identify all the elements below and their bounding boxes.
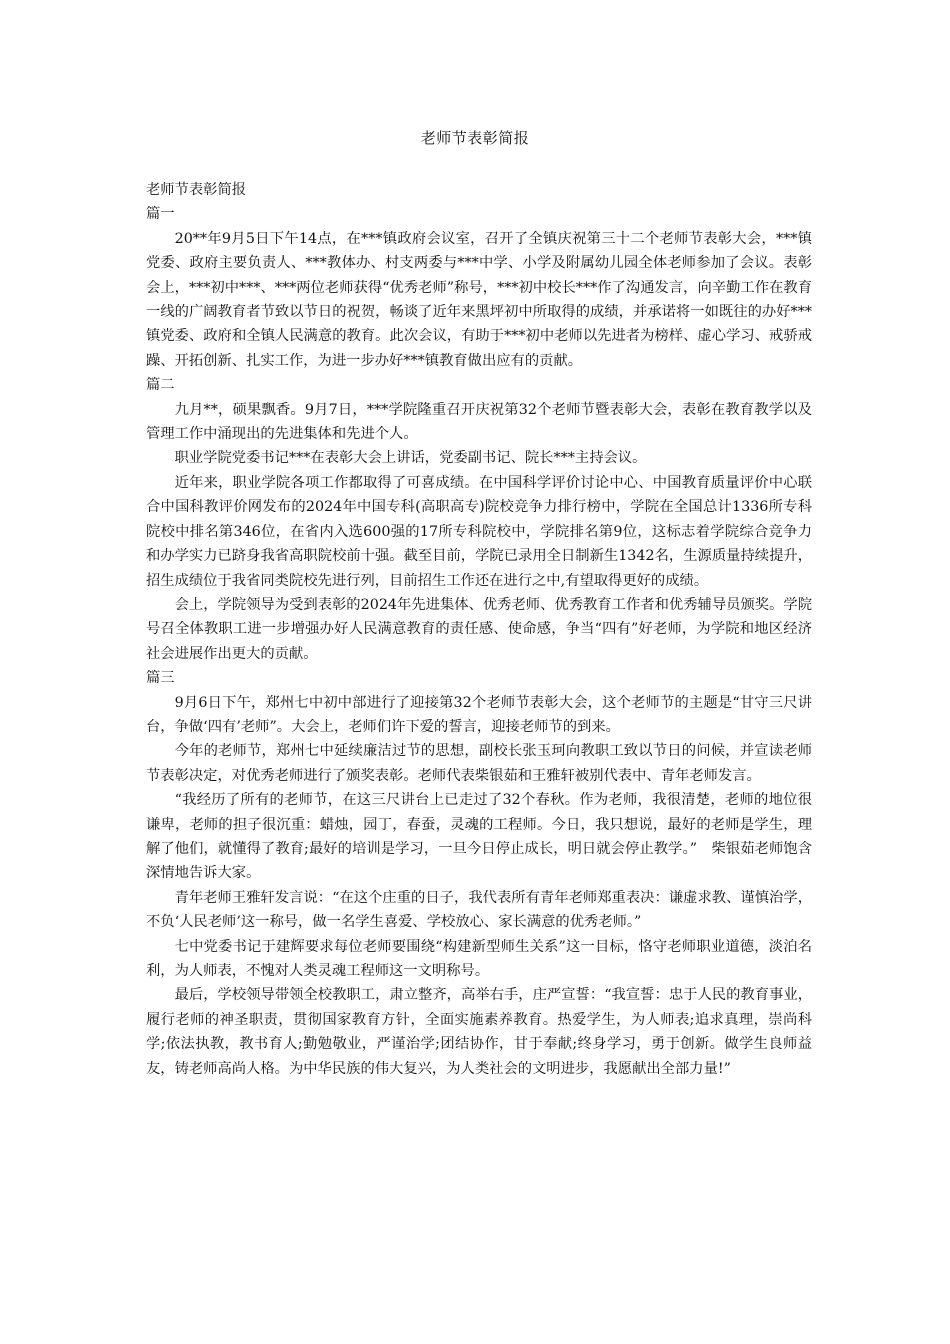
- paragraph: 今年的老师节，郑州七中延续廉洁过节的思想，副校长张玉珂向教职工致以节日的问候，并宣读老师节表彰决定，对优秀老师进行了颁奖表彰。老师代表柴银茹和王雅轩被别代表中、青年老师发言。: [146, 743, 812, 784]
- paragraph: 9月6日下午，郑州七中初中部进行了迎接第32个老师节表彰大会，这个老师节的主题是“甘守三尺讲台，争做‘四有’老师”。大会上，老师们许下爱的誓言，迎接老师节的到来。: [146, 694, 812, 735]
- paragraph: 近年来，职业学院各项工作都取得了可喜成绩。在中国科学评价讨论中心、中国教育质量评价中心联合中国科教评价网发布的2024年中国专科(高职高专)院校竞争力排行榜中，学院在全国总计1336所专科院校中排名第346位，在省内入选600强的17所专科院校中，学院排名第9位，这标志着学院综合竞争力和办学实力已跻身我省高职院校前十强。截至目前，学院已录用全日制新生1342名，生源质量持续提升，招生成绩位于我省同类院校先进行列，目前招生工作还在进行之中,有望取得更好的成绩。: [146, 474, 812, 589]
- paragraph: “我经历了所有的老师节，在这三尺讲台上已走过了32个春秋。作为老师，我很清楚，老师的地位很谦卑，老师的担子很沉重：蜡烛，园丁，春蚕，灵魂的工程师。今日，我只想说，最好的老师是学生，理解了他们，就懂得了教育;最好的培训是学习，一旦今日停止成长，明日就会停止教学。” 柴银茹老师饱含深情地告诉大家。: [146, 792, 812, 882]
- paragraph: 职业学院党委书记***在表彰大会上讲话，党委副书记、院长***主持会议。: [174, 450, 647, 467]
- paragraph: 最后，学校领导带领全校教职工，肃立整齐，高举右手，庄严宣誓：“我宣誓：忠于人民的教育事业，履行老师的神圣职责，贯彻国家教育方针，全面实施素养教育。热爱学生，为人师表;追求真理，崇尚科学;依法执教，教书育人;勤勉敬业，严谨治学;团结协作，甘于奉献;终身学习，勇于创新。做学生良师益友，铸老师高尚人格。为中华民族的伟大复兴，为人类社会的文明进步，我愿献出全部力量!”: [146, 987, 812, 1077]
- paragraph: 七中党委书记于建辉要求每位老师要围绕“构建新型师生关系”这一目标，恪守老师职业道德，淡泊名利，为人师表，不愧对人类灵魂工程师这一文明称号。: [146, 938, 812, 979]
- paragraph: 青年老师王雅轩发言说：“在这个庄重的日子，我代表所有青年老师郑重表决：谦虚求教、谨慎治学，不负‘人民老师’这一称号，做一名学生喜爱、学校放心、家长满意的优秀老师。”: [146, 889, 812, 931]
- section-heading-3: 篇三: [146, 670, 175, 687]
- paragraph: 20**年9月5日下午14点，在***镇政府会议室，召开了全镇庆祝第三十二个老师节表彰大会，***镇党委、政府主要负责人、***教体办、村支两委与***中学、小学及附属幼儿园全体老师参加了会议。表彰会上，***初中***、***两位老师获得“优秀老师”称号，***初中校长***作了沟通发言，向辛勤工作在教育一线的广阔教育者节致以节日的祝贺，畅谈了近年来黑坪初中所取得的成绩，并承诺将一如既往的办好***镇党委、政府和全镇人民满意的教育。此次会议，有助于***初中老师以先进者为榜样、虚心学习、戒骄戒躁、开拓创新、扎实工作，为进一步办好***镇教育做出应有的贡献。: [146, 230, 812, 369]
- paragraph: 九月**，硕果飘香。9月7日，***学院隆重召开庆祝第32个老师节暨表彰大会，表彰在教育教学以及管理工作中涌现出的先进集体和先进个人。: [146, 401, 812, 443]
- section-heading-1: 篇一: [146, 206, 175, 223]
- paragraph: 会上，学院领导为受到表彰的2024年先进集体、优秀老师、优秀教育工作者和优秀辅导员颁奖。学院号召全体教职工进一步增强办好人民满意教育的责任感、使命感，争当“四有”好老师，为学院和地区经济社会进展作出更大的贡献。: [146, 596, 812, 662]
- document-body: [146, 178, 812, 1081]
- section-heading-2: 篇二: [146, 377, 175, 394]
- page-title: 老师节表彰简报: [420, 129, 530, 147]
- document-subtitle: 老师节表彰简报: [146, 182, 247, 198]
